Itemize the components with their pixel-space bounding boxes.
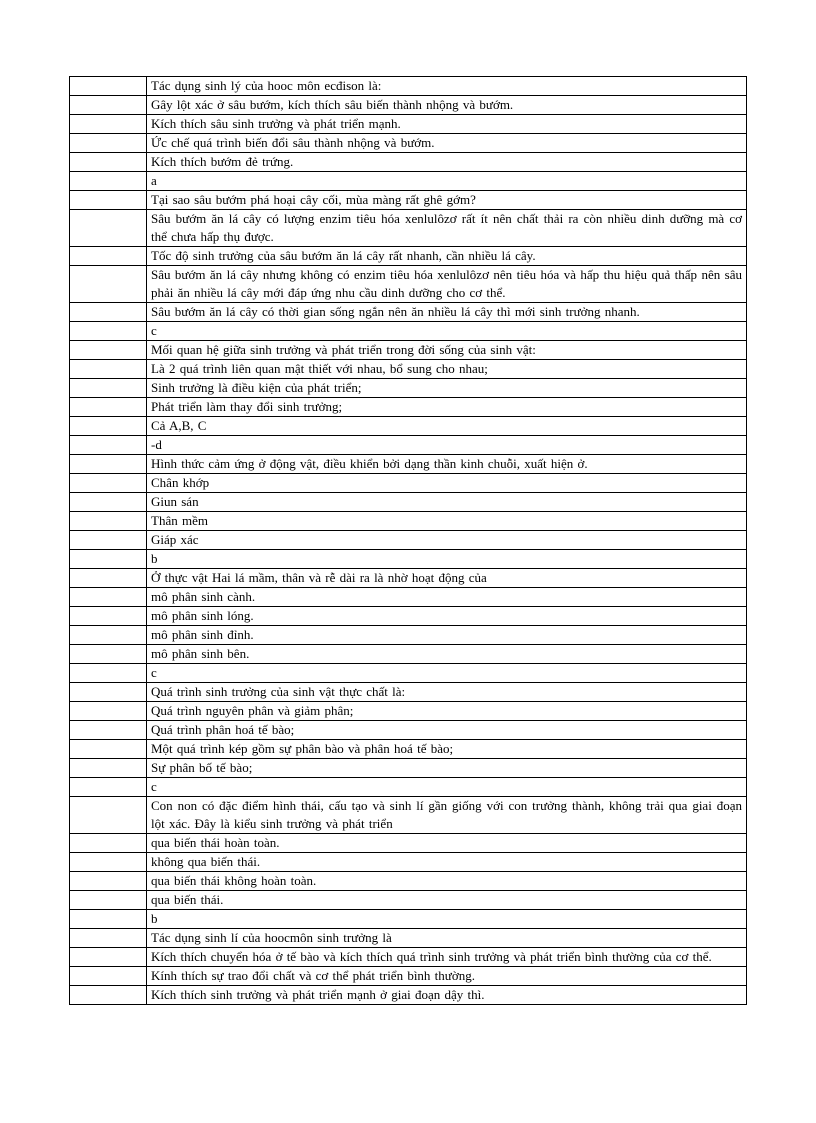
row-number-cell	[70, 474, 147, 493]
row-text-cell: Cả A,B, C	[147, 417, 747, 436]
table-row	[70, 588, 747, 607]
row-text-cell: mô phân sinh cành.	[147, 588, 747, 607]
row-text-cell: Quá trình phân hoá tế bào;	[147, 721, 747, 740]
table-row	[70, 360, 747, 379]
row-number-cell	[70, 872, 147, 891]
table-row	[70, 910, 747, 929]
table-row	[70, 778, 747, 797]
row-number-cell	[70, 740, 147, 759]
table-row	[70, 322, 747, 341]
row-text-cell: qua biến thái hoàn toàn.	[147, 834, 747, 853]
row-number-cell	[70, 303, 147, 322]
row-text-cell: Giun sán	[147, 493, 747, 512]
table-row	[70, 702, 747, 721]
row-text-cell: Quá trình nguyên phân và giảm phân;	[147, 702, 747, 721]
row-text-cell: b	[147, 910, 747, 929]
row-number-cell	[70, 948, 147, 967]
row-text-cell: Là 2 quá trình liên quan mật thiết với nhau, bổ sung cho nhau;	[147, 360, 747, 379]
table-row	[70, 759, 747, 778]
table-row	[70, 645, 747, 664]
row-text-cell: Thân mềm	[147, 512, 747, 531]
row-number-cell	[70, 797, 147, 834]
row-text-cell: Một quá trình kép gồm sự phân bào và phân hoá tế bào;	[147, 740, 747, 759]
row-text-cell: Tại sao sâu bướm phá hoại cây cối, mùa màng rất ghê gớm?	[147, 191, 747, 210]
row-number-cell	[70, 398, 147, 417]
row-number-cell	[70, 341, 147, 360]
row-number-cell	[70, 512, 147, 531]
table-row	[70, 512, 747, 531]
row-number-cell	[70, 588, 147, 607]
row-text-cell: mô phân sinh bên.	[147, 645, 747, 664]
table-row	[70, 77, 747, 96]
row-number-cell	[70, 683, 147, 702]
row-number-cell	[70, 172, 147, 191]
table-row	[70, 474, 747, 493]
table-row	[70, 266, 747, 303]
table-row	[70, 379, 747, 398]
row-number-cell	[70, 455, 147, 474]
row-number-cell	[70, 153, 147, 172]
row-text-cell: c	[147, 664, 747, 683]
row-text-cell: mô phân sinh lóng.	[147, 607, 747, 626]
row-number-cell	[70, 891, 147, 910]
question-table-body	[70, 77, 747, 1005]
row-text-cell: Sâu bướm ăn lá cây nhưng không có enzim tiêu hóa xenlulôzơ nên tiêu hóa và hấp thu hiệu quả thấp nên sâu phải ăn nhiều lá cây mới đáp ứng nhu cầu dinh dưỡng cho cơ thể.	[147, 266, 747, 303]
row-text-cell: c	[147, 322, 747, 341]
row-number-cell	[70, 436, 147, 455]
row-number-cell	[70, 379, 147, 398]
row-text-cell: qua biến thái không hoàn toàn.	[147, 872, 747, 891]
row-number-cell	[70, 986, 147, 1005]
row-number-cell	[70, 834, 147, 853]
row-text-cell: Kích thích sâu sinh trưởng và phát triển mạnh.	[147, 115, 747, 134]
row-number-cell	[70, 247, 147, 266]
row-number-cell	[70, 531, 147, 550]
row-text-cell: Sự phân bố tế bào;	[147, 759, 747, 778]
row-text-cell: Kích thích chuyển hóa ở tế bào và kích thích quá trình sinh trưởng và phát triển bình thường của cơ thể.	[147, 948, 747, 967]
table-row	[70, 797, 747, 834]
table-row	[70, 493, 747, 512]
row-text-cell: -d	[147, 436, 747, 455]
row-text-cell: Mối quan hệ giữa sinh trưởng và phát triển trong đời sống của sinh vật:	[147, 341, 747, 360]
row-number-cell	[70, 607, 147, 626]
row-number-cell	[70, 417, 147, 436]
row-number-cell	[70, 115, 147, 134]
row-number-cell	[70, 759, 147, 778]
row-text-cell: qua biến thái.	[147, 891, 747, 910]
row-number-cell	[70, 853, 147, 872]
row-text-cell: b	[147, 550, 747, 569]
table-row	[70, 96, 747, 115]
row-text-cell: Phát triển làm thay đổi sinh trưởng;	[147, 398, 747, 417]
row-number-cell	[70, 778, 147, 797]
table-row	[70, 986, 747, 1005]
table-row	[70, 948, 747, 967]
row-number-cell	[70, 191, 147, 210]
table-row	[70, 531, 747, 550]
row-number-cell	[70, 910, 147, 929]
table-row	[70, 929, 747, 948]
table-row	[70, 664, 747, 683]
table-row	[70, 607, 747, 626]
row-text-cell: Tốc độ sinh trưởng của sâu bướm ăn lá cây rất nhanh, cần nhiều lá cây.	[147, 247, 747, 266]
table-row	[70, 455, 747, 474]
table-row	[70, 891, 747, 910]
table-row	[70, 398, 747, 417]
row-number-cell	[70, 322, 147, 341]
row-text-cell: Tác dụng sinh lý của hooc môn ecđison là:	[147, 77, 747, 96]
table-row	[70, 436, 747, 455]
row-number-cell	[70, 664, 147, 683]
row-number-cell	[70, 360, 147, 379]
table-row	[70, 967, 747, 986]
row-text-cell: Quá trình sinh trưởng của sinh vật thực chất là:	[147, 683, 747, 702]
row-number-cell	[70, 967, 147, 986]
table-row	[70, 247, 747, 266]
row-text-cell: Ở thực vật Hai lá mầm, thân và rễ dài ra là nhờ hoạt động của	[147, 569, 747, 588]
row-number-cell	[70, 77, 147, 96]
row-text-cell: Gây lột xác ở sâu bướm, kích thích sâu biến thành nhộng và bướm.	[147, 96, 747, 115]
table-row	[70, 191, 747, 210]
row-text-cell: Tác dụng sinh lí của hoocmôn sinh trưởng là	[147, 929, 747, 948]
table-row	[70, 172, 747, 191]
row-number-cell	[70, 266, 147, 303]
table-row	[70, 853, 747, 872]
row-text-cell: a	[147, 172, 747, 191]
row-number-cell	[70, 626, 147, 645]
row-number-cell	[70, 134, 147, 153]
table-row	[70, 683, 747, 702]
row-text-cell: Kích thích bướm đẻ trứng.	[147, 153, 747, 172]
row-number-cell	[70, 929, 147, 948]
row-number-cell	[70, 210, 147, 247]
row-text-cell: Kính thích sự trao đổi chất và cơ thể phát triển bình thường.	[147, 967, 747, 986]
table-row	[70, 569, 747, 588]
row-text-cell: Sâu bướm ăn lá cây có lượng enzim tiêu hóa xenlulôzơ rất ít nên chất thải ra còn nhiều dinh dưỡng mà cơ thể chưa hấp thụ được.	[147, 210, 747, 247]
question-table	[69, 76, 747, 1005]
table-row	[70, 834, 747, 853]
row-number-cell	[70, 569, 147, 588]
table-row	[70, 872, 747, 891]
table-row	[70, 341, 747, 360]
table-row	[70, 303, 747, 322]
table-row	[70, 550, 747, 569]
row-text-cell: Hình thức cảm ứng ở động vật, điều khiển bởi dạng thần kinh chuỗi, xuất hiện ở.	[147, 455, 747, 474]
row-number-cell	[70, 96, 147, 115]
row-number-cell	[70, 645, 147, 664]
row-number-cell	[70, 550, 147, 569]
table-row	[70, 134, 747, 153]
table-row	[70, 153, 747, 172]
row-number-cell	[70, 493, 147, 512]
table-row	[70, 626, 747, 645]
row-text-cell: Sâu bướm ăn lá cây có thời gian sống ngắn nên ăn nhiều lá cây thì mới sinh trưởng nhanh.	[147, 303, 747, 322]
row-text-cell: Sinh trưởng là điều kiện của phát triển;	[147, 379, 747, 398]
row-text-cell: Chân khớp	[147, 474, 747, 493]
row-number-cell	[70, 702, 147, 721]
table-row	[70, 417, 747, 436]
table-row	[70, 210, 747, 247]
row-number-cell	[70, 721, 147, 740]
row-text-cell: không qua biến thái.	[147, 853, 747, 872]
table-row	[70, 740, 747, 759]
table-row	[70, 115, 747, 134]
table-row	[70, 721, 747, 740]
row-text-cell: c	[147, 778, 747, 797]
row-text-cell: mô phân sinh đỉnh.	[147, 626, 747, 645]
row-text-cell: Kích thích sinh trưởng và phát triển mạnh ở giai đoạn dậy thì.	[147, 986, 747, 1005]
row-text-cell: Giáp xác	[147, 531, 747, 550]
row-text-cell: Con non có đặc điểm hình thái, cấu tạo và sinh lí gần giống với con trưởng thành, không trải qua giai đoạn lột xác. Đây là kiểu sinh trưởng và phát triển	[147, 797, 747, 834]
row-text-cell: Ức chế quá trình biến đổi sâu thành nhộng và bướm.	[147, 134, 747, 153]
